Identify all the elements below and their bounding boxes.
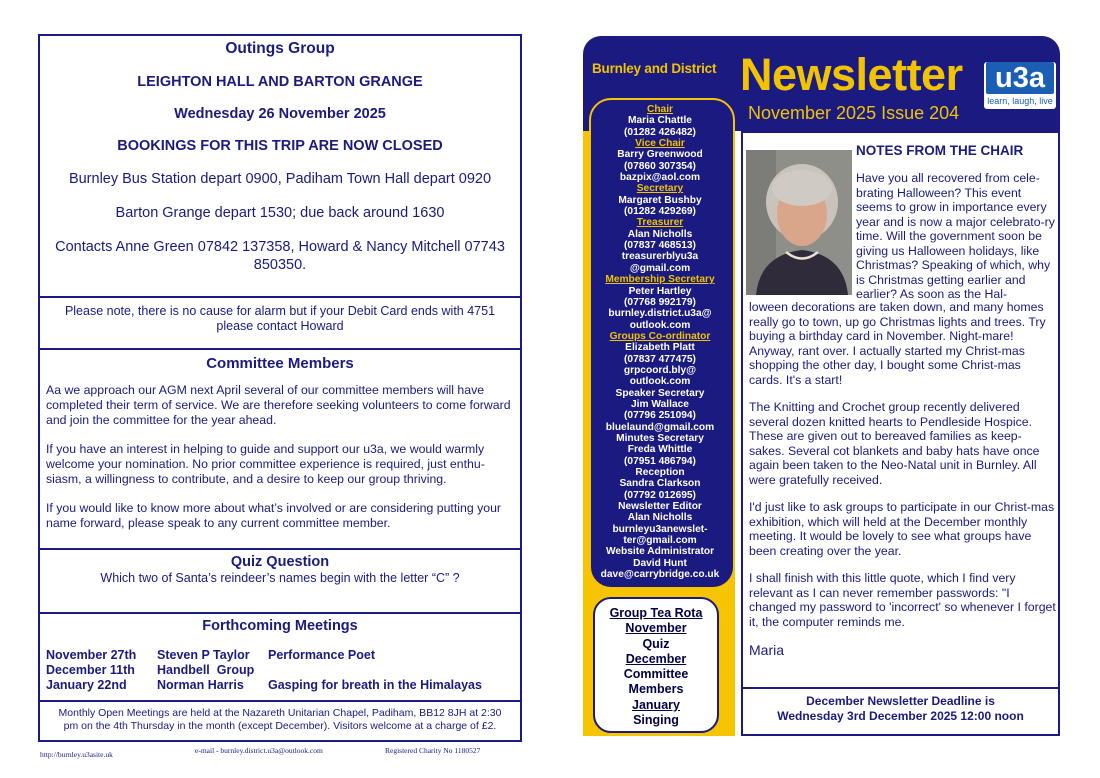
rota-group: Quiz [642, 636, 670, 651]
officer-email[interactable]: outlook.com [629, 319, 691, 331]
meetings-title: Forthcoming Meetings [202, 618, 358, 634]
rota-title: Group Tea Rota [609, 606, 703, 620]
officer-line: Speaker Secretary [615, 387, 705, 399]
officer-line: Reception [635, 467, 685, 478]
meeting-topic: Performance Poet [268, 648, 375, 662]
district-name: Burnley and District [592, 61, 717, 76]
chair-portrait-image [746, 150, 852, 295]
officer-email[interactable]: outlook.com [629, 376, 691, 388]
deadline-date: Wednesday 3rd December 2025 12:00 noon [777, 709, 1024, 723]
officer-role: Membership Secretary [605, 274, 715, 286]
outings-section [40, 36, 520, 298]
officer-email[interactable]: burnley.district.u3a@ [608, 308, 712, 320]
officer-role: Chair [646, 104, 674, 115]
officer-role: Secretary [636, 183, 684, 195]
chair-notes-paragraph: loween decorations are taken down, and many homes really go to town, up go Christmas lights and trees. Try buying a birthday card in November. Night-mare! Anyway, rant over. I actually started my Christ-mas shopping the other day, I bought some Christ-mas cards. It's a start! [749, 300, 1046, 387]
officer-email[interactable]: treasurerblyu3a [621, 251, 699, 263]
meeting-speaker: Handbell Group [157, 663, 255, 677]
officer-role: Vice Chair [635, 138, 685, 150]
logo-mark: u3a [986, 62, 1054, 94]
meeting-date: November 27th [46, 648, 137, 662]
officer-email[interactable]: burnleyu3anewslet- [612, 523, 708, 535]
chair-signoff: Maria [749, 642, 785, 658]
quiz-section [40, 550, 520, 614]
chair-notes-paragraph: The Knitting and Crochet group recently delivered several dozen knitted hearts to Pendleside Hospice. These are given out to bereaved families as keep-sakes. Several cot blankets and baby hats have once again been taken to the Neo-Natal unit in Burnley. All were gratefully received. [749, 400, 1040, 487]
officer-line: Margaret Bushby [618, 194, 702, 206]
officer-line: Minutes Secretary [616, 432, 704, 444]
rota-month: January [632, 697, 680, 712]
officer-email[interactable]: bazpix@aol.com [619, 172, 701, 184]
officer-line: (07951 486794) [624, 455, 696, 467]
officer-line: (07768 992179) [624, 296, 696, 308]
officer-email[interactable]: grpcoord.bly@ [623, 364, 697, 376]
committee-section [40, 350, 520, 550]
rota-month: December [625, 651, 687, 666]
officer-line: (07860 307354) [624, 160, 696, 172]
rota-group: Committee [623, 667, 689, 682]
officer-line: Freda Whittle [627, 444, 693, 456]
officer-role: Groups Co-ordinator [609, 330, 711, 342]
officers-list [589, 104, 731, 580]
officer-role: Treasurer [636, 217, 684, 229]
officer-line: (07792 012695) [624, 489, 696, 501]
u3a-logo [984, 62, 1056, 109]
officer-line: Elizabeth Platt [625, 342, 695, 354]
meeting-row [46, 648, 514, 663]
meetings-section [40, 614, 520, 702]
website-link[interactable]: http://burnley.u3asite.uk [40, 750, 113, 759]
deadline-line: December Newsletter Deadline is [806, 694, 995, 708]
meeting-date: January 22nd [46, 678, 127, 692]
meeting-speaker: Steven P Taylor [157, 648, 250, 662]
chair-notes-title: NOTES FROM THE CHAIR [856, 143, 1024, 158]
officer-line: Alan Nicholls [627, 512, 693, 524]
officer-line: Website Administrator [605, 546, 715, 558]
meetings-note: Monthly Open Meetings are held at the Nazareth Unitarian Chapel, Padiham, BB12 8JH at 2:30 pm on the 4th Thursday in the month (except December). Visitors welcome at a charge of £2. [58, 707, 502, 732]
tea-rota [593, 597, 719, 733]
officer-email[interactable]: @gmail.com [629, 262, 691, 274]
quiz-question: Which two of Santa’s reindeer’s names begin with the letter “C” ? [100, 571, 460, 585]
newsletter-title: Newsletter [740, 49, 963, 100]
committee-paragraph: If you would like to know more about what’s involved or are considering putting your name forward, please speak to any current committee member. [46, 501, 502, 530]
trip-contacts: Contacts Anne Green 07842 137358, Howard & Nancy Mitchell 07743 850350. [55, 239, 505, 273]
charity-number: Registered Charity No 1180527 [385, 746, 481, 755]
officer-line: Maria Chattle [628, 115, 692, 127]
committee-title: Committee Members [206, 355, 354, 372]
meeting-row [46, 678, 514, 693]
chair-notes-paragraph: I'd just like to ask groups to participate in our Christ-mas exhibition, which will held at the December monthly meeting. It would be lovely to see what groups have been creating over the year. [749, 500, 1055, 558]
email-link[interactable]: e-mail - burnley.district.u3a@outlook.com [195, 746, 323, 755]
departure-times: Burnley Bus Station depart 0900, Padiham Town Hall depart 0920 [68, 171, 492, 187]
trip-date: Wednesday 26 November 2025 [174, 106, 386, 122]
officer-line: Peter Hartley [628, 285, 692, 297]
officer-line: (07837 477475) [624, 353, 696, 365]
trip-name: LEIGHTON HALL AND BARTON GRANGE [137, 74, 423, 90]
outings-title: Outings Group [225, 40, 335, 57]
rota-group: Members [628, 682, 684, 697]
logo-tagline: learn, laugh, live [987, 96, 1053, 106]
committee-paragraph: Aa we approach our AGM next April several of our committee members will have completed their term of service. We are therefore seeking volunteers to come forward and join the committee for the year ahead. [46, 383, 511, 427]
deadline-notice [741, 687, 1060, 724]
officer-line: Newsletter Editor [618, 501, 702, 513]
committee-paragraph: If you have an interest in helping to guide and support our u3a, we would warmly welcome your nomination. No prior committee experience is required, just enthu-siasm, a willingness to contribute, and a desire to keep our group thriving. [46, 442, 485, 486]
chair-notes-paragraph: Have you all recovered from cele-brating Halloween? This event seems to grow in importance every year and is now a major celebrato-ry time. Will the government soon be giving us Halloween holidays, like Christmas? Speaking of which, why is Christmas getting earlier and earlier? As soon as the Hal- [856, 171, 1055, 301]
bookings-closed: BOOKINGS FOR THIS TRIP ARE NOW CLOSED [117, 138, 443, 154]
officer-line: Alan Nicholls [627, 228, 693, 240]
chair-notes-paragraph: I shall finish with this little quote, which I find very relevant as I can never remember passwords: "I changed my password to 'incorrect' so whenever I forget it, the computer reminds me. [749, 571, 1056, 629]
meeting-date: December 11th [46, 663, 135, 677]
officer-line: Jim Wallace [631, 398, 689, 410]
debit-card-notice: Please note, there is no cause for alarm but if your Debit Card ends with 4751 please contact Howard [40, 298, 520, 350]
officer-line: (01282 429269) [624, 206, 696, 218]
rota-group: Singing [633, 713, 679, 728]
officer-line: (01282 426482) [624, 126, 696, 138]
return-times: Barton Grange depart 1530; due back around 1630 [115, 205, 445, 221]
officer-email[interactable]: dave@carrybridge.co.uk [600, 569, 720, 581]
officer-line: (07837 468513) [624, 240, 696, 252]
officer-line: Sandra Clarkson [619, 478, 701, 490]
meeting-topic: Gasping for breath in the Himalayas [268, 678, 482, 692]
issue-label: November 2025 Issue 204 [748, 103, 960, 123]
chair-photo [746, 150, 852, 295]
officer-email[interactable]: bluelaund@gmail.com [605, 421, 715, 433]
officer-line: Barry Greenwood [617, 149, 703, 161]
officer-line: (07796 251094) [624, 410, 696, 422]
meeting-row [46, 663, 514, 678]
officer-email[interactable]: ter@gmail.com [623, 535, 697, 547]
meeting-speaker: Norman Harris [157, 678, 244, 692]
officer-line: David Hunt [633, 557, 687, 569]
left-page [38, 34, 522, 742]
quiz-title: Quiz Question [230, 554, 330, 570]
rota-month: November [625, 621, 687, 636]
